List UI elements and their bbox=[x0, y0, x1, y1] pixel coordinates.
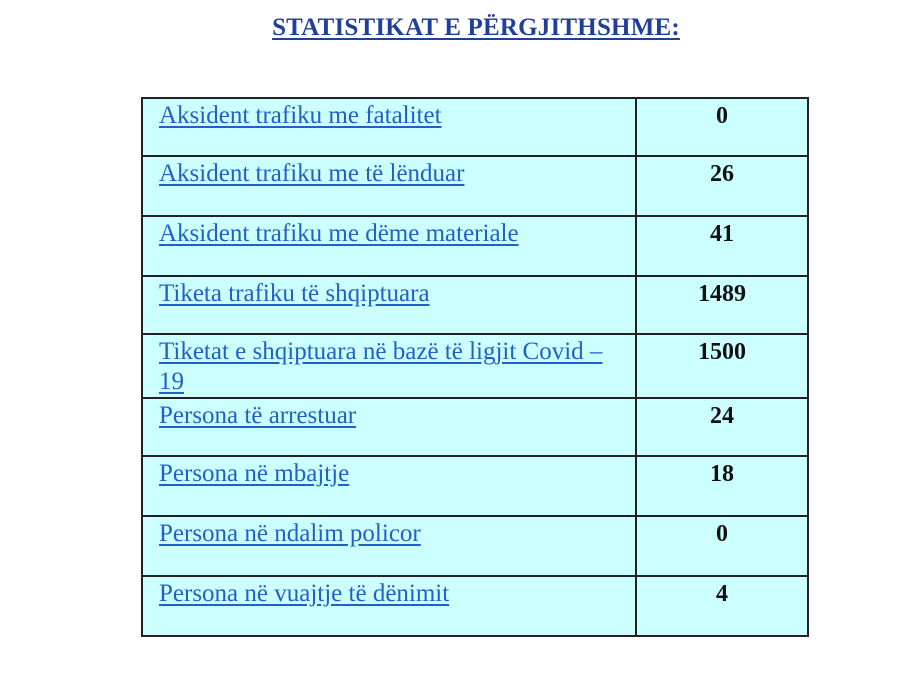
stat-value: 41 bbox=[636, 216, 808, 276]
stat-value: 26 bbox=[636, 156, 808, 216]
stat-value: 18 bbox=[636, 456, 808, 516]
stat-value: 0 bbox=[636, 98, 808, 156]
table-row bbox=[142, 456, 808, 516]
stat-label-link[interactable]: Persona në vuajtje të dënimit bbox=[142, 576, 636, 636]
stat-label-link[interactable]: Aksident trafiku me dëme materiale bbox=[142, 216, 636, 276]
stat-label-link[interactable]: Aksident trafiku me fatalitet bbox=[142, 98, 636, 156]
table-row bbox=[142, 216, 808, 276]
stat-value: 1500 bbox=[636, 334, 808, 398]
page-title: STATISTIKAT E PËRGJITHSHME: bbox=[272, 14, 680, 41]
table-row bbox=[142, 334, 808, 398]
stat-label-link[interactable]: Tiketa trafiku të shqiptuara bbox=[142, 276, 636, 334]
stat-label-link[interactable]: Persona në mbajtje bbox=[142, 456, 636, 516]
stat-label-link[interactable]: Tiketat e shqiptuara në bazë të ligjit Covid – 19 bbox=[142, 334, 636, 398]
table-row bbox=[142, 576, 808, 636]
table-row bbox=[142, 276, 808, 334]
table-row bbox=[142, 156, 808, 216]
stat-value: 4 bbox=[636, 576, 808, 636]
table-row bbox=[142, 398, 808, 456]
table-row bbox=[142, 98, 808, 156]
table-row bbox=[142, 516, 808, 576]
stat-value: 0 bbox=[636, 516, 808, 576]
stat-label-link[interactable]: Aksident trafiku me të lënduar bbox=[142, 156, 636, 216]
stat-value: 24 bbox=[636, 398, 808, 456]
statistics-table bbox=[141, 97, 809, 637]
stat-value: 1489 bbox=[636, 276, 808, 334]
stat-label-link[interactable]: Persona në ndalim policor bbox=[142, 516, 636, 576]
stat-label-link[interactable]: Persona të arrestuar bbox=[142, 398, 636, 456]
